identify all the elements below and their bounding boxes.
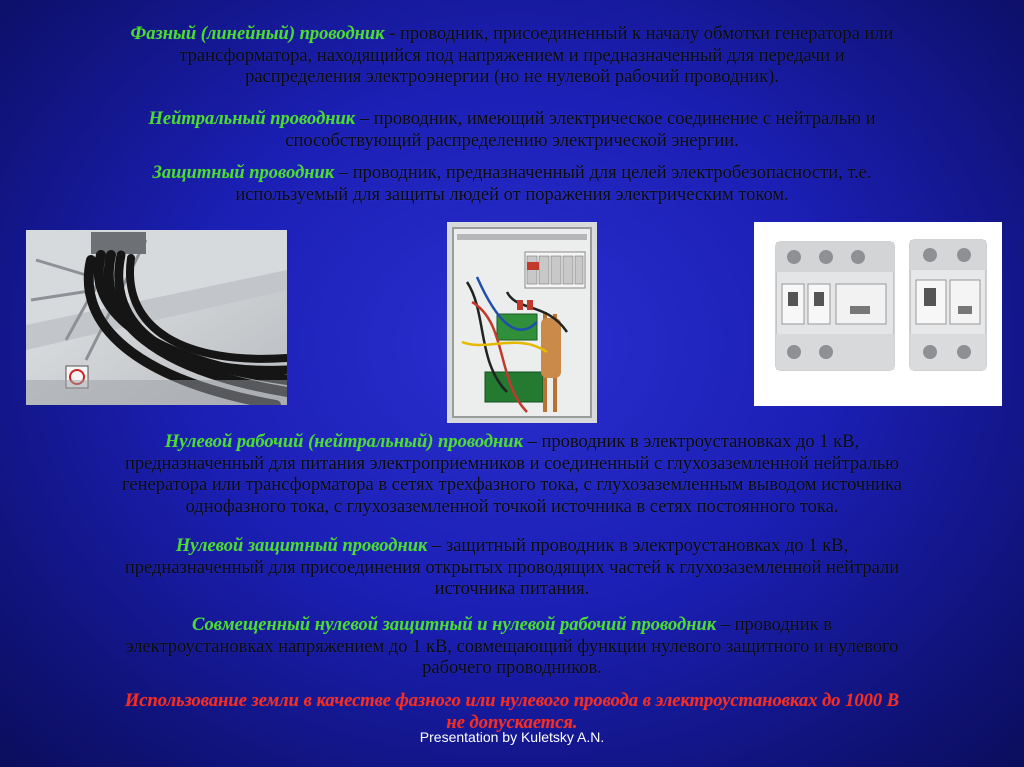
definition-text: электроустановках напряжением до 1 кВ, совмещающий функции нулевого защитного и нулевого <box>125 636 899 657</box>
definition-text: – защитный проводник в электроустановках до 1 кВ, <box>427 536 849 556</box>
definition-neutral-protective-conductor <box>30 536 994 601</box>
definition-text: используемый для защиты людей от поражения электрическим током. <box>235 184 789 205</box>
definition-text: предназначенный для присоединения открытых проводящих частей к глухозаземленной нейтрали <box>124 557 900 578</box>
term-neutral-working-conductor: Нулевой рабочий (нейтральный) проводник <box>164 432 523 452</box>
warning-line: не допускается. <box>446 712 578 733</box>
definition-neutral-working-conductor <box>30 432 994 518</box>
term-neutral-protective-conductor: Нулевой защитный проводник <box>175 536 428 556</box>
definition-text: распределения электроэнергии (но не нулевой рабочий проводник). <box>245 67 779 87</box>
term-phase-conductor: Фазный (линейный) проводник <box>130 24 385 44</box>
electrical-cabinet-photo <box>447 222 597 423</box>
definition-text: способствующий распределению электрической энергии. <box>285 130 739 151</box>
definition-text: однофазного тока, с глухозаземленной точкой источника в сетях постоянного тока. <box>185 496 839 517</box>
definition-text: – проводник, предназначенный для целей электробезопасности, т.е. <box>334 163 872 183</box>
term-combined-conductor: Совмещенный нулевой защитный и нулевой рабочий проводник <box>192 615 717 635</box>
definition-combined-conductor <box>30 615 994 680</box>
cable-tray-photo <box>26 230 287 405</box>
term-protective-conductor: Защитный проводник <box>152 163 335 183</box>
definition-text: источника питания. <box>434 579 590 599</box>
definition-text: трансформатора, находящийся под напряжением и предназначенный для передачи и <box>179 45 845 66</box>
definition-neutral-conductor <box>30 109 994 152</box>
definition-text: – проводник в <box>716 615 832 635</box>
definition-text: предназначенный для питания электроприемников и соединенный с глухозаземленной нейтралью <box>125 453 899 474</box>
definition-text: - проводник, присоединенный к началу обмотки генератора или <box>384 24 894 44</box>
term-neutral-conductor: Нейтральный проводник <box>148 109 356 129</box>
definition-protective-conductor <box>30 163 994 206</box>
footer-author: Presentation by Kuletsky A.N. <box>419 729 605 745</box>
definition-text: рабочего проводников. <box>422 658 602 678</box>
warning-note <box>30 691 994 734</box>
definition-text: – проводник в электроустановках до 1 кВ, <box>522 432 860 452</box>
warning-line: Использование земли в качестве фазного или нулевого провода в электроустановках до 1000 В <box>124 691 900 711</box>
definition-text: – проводник, имеющий электрическое соединение с нейтралью и <box>355 109 876 129</box>
definition-text: генератора или трансформатора в сетях трехфазного тока, с глухозаземленным выводом источника <box>122 475 902 495</box>
circuit-breakers-photo <box>754 222 1002 406</box>
definition-phase-conductor <box>30 24 994 89</box>
